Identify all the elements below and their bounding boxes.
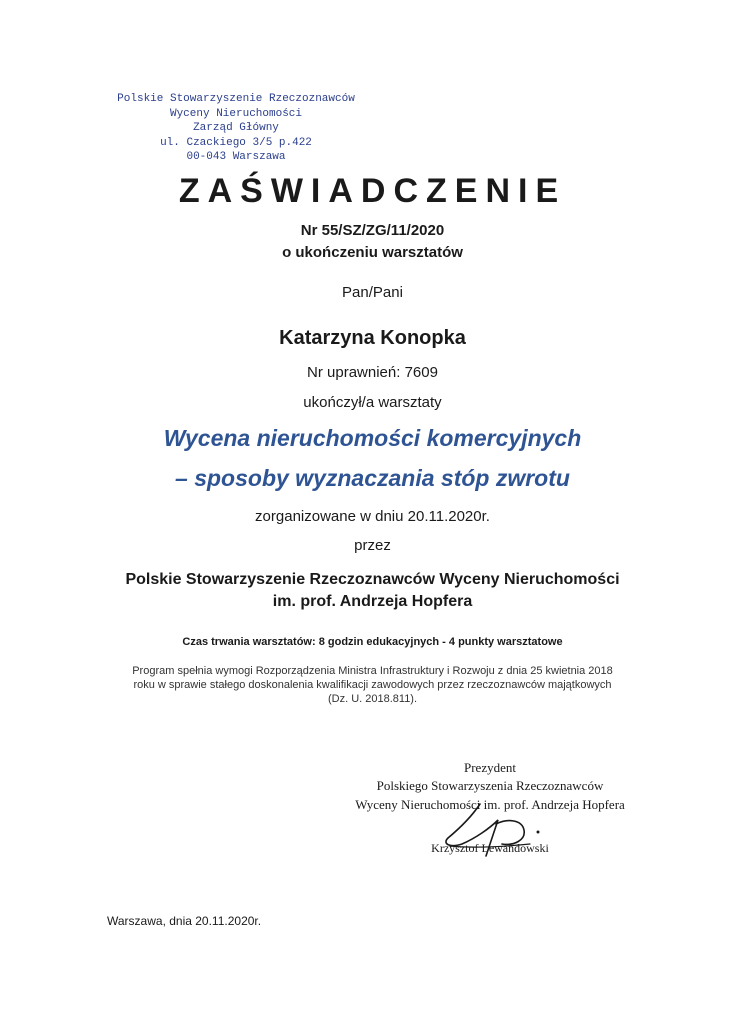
organized-date: zorganizowane w dniu 20.11.2020r. (255, 508, 490, 525)
workshop-duration: Czas trwania warsztatów: 8 godzin edukacyjnych - 4 punkty warsztatowe (182, 636, 563, 648)
certificate-subtitle: o ukończeniu warsztatów (282, 244, 463, 261)
association-stamp (96, 92, 376, 165)
course-title-line2: – sposoby wyznaczania stóp zwrotu (175, 465, 570, 491)
salutation: Pan/Pani (342, 284, 403, 301)
recipient-name: Katarzyna Konopka (279, 327, 466, 349)
stamp-line: Zarząd Główny (193, 122, 279, 134)
signatory-title: Prezydent (464, 760, 516, 775)
program-line: roku w sprawie stałego doskonalenia kwalifikacji zawodowych przez rzeczoznawców majątkowych (133, 679, 612, 691)
program-note (0, 664, 745, 706)
certificate-number: Nr 55/SZ/ZG/11/2020 (300, 222, 445, 239)
signatory-name: Krzysztof Lewandowski (431, 841, 549, 855)
completed-text: ukończył/a warsztaty (303, 394, 442, 411)
stamp-line: 00-043 Warszawa (186, 151, 286, 163)
program-line: (Dz. U. 2018.811). (327, 693, 418, 705)
program-line: Program spełnia wymogi Rozporządzenia Ministra Infrastruktury i Rozwoju z dnia 25 kwietnia 2018 (132, 665, 613, 677)
certificate-title: ZAŚWIADCZENIE (178, 172, 567, 210)
permit-number: Nr uprawnień: 7609 (307, 364, 438, 381)
organizer-line2: im. prof. Andrzeja Hopfera (272, 593, 473, 610)
by-text: przez (354, 537, 391, 554)
course-title-line1: Wycena nieruchomości komercyjnych (163, 425, 582, 451)
stamp-line: ul. Czackiego 3/5 p.422 (160, 136, 312, 149)
stamp-line: Polskie Stowarzyszenie Rzeczoznawców (117, 93, 355, 105)
stamp-line: Wyceny Nieruchomości (169, 107, 303, 120)
handwritten-signature (420, 798, 550, 868)
place-and-date: Warszawa, dnia 20.11.2020r. (107, 914, 262, 928)
organizer-line1: Polskie Stowarzyszenie Rzeczoznawców Wyceny Nieruchomości (125, 571, 620, 588)
signatory-org-line1: Polskiego Stowarzyszenia Rzeczoznawców (376, 778, 604, 793)
signatory-org-line2: Wyceny Nieruchomości im. prof. Andrzeja Hopfera (355, 797, 625, 812)
